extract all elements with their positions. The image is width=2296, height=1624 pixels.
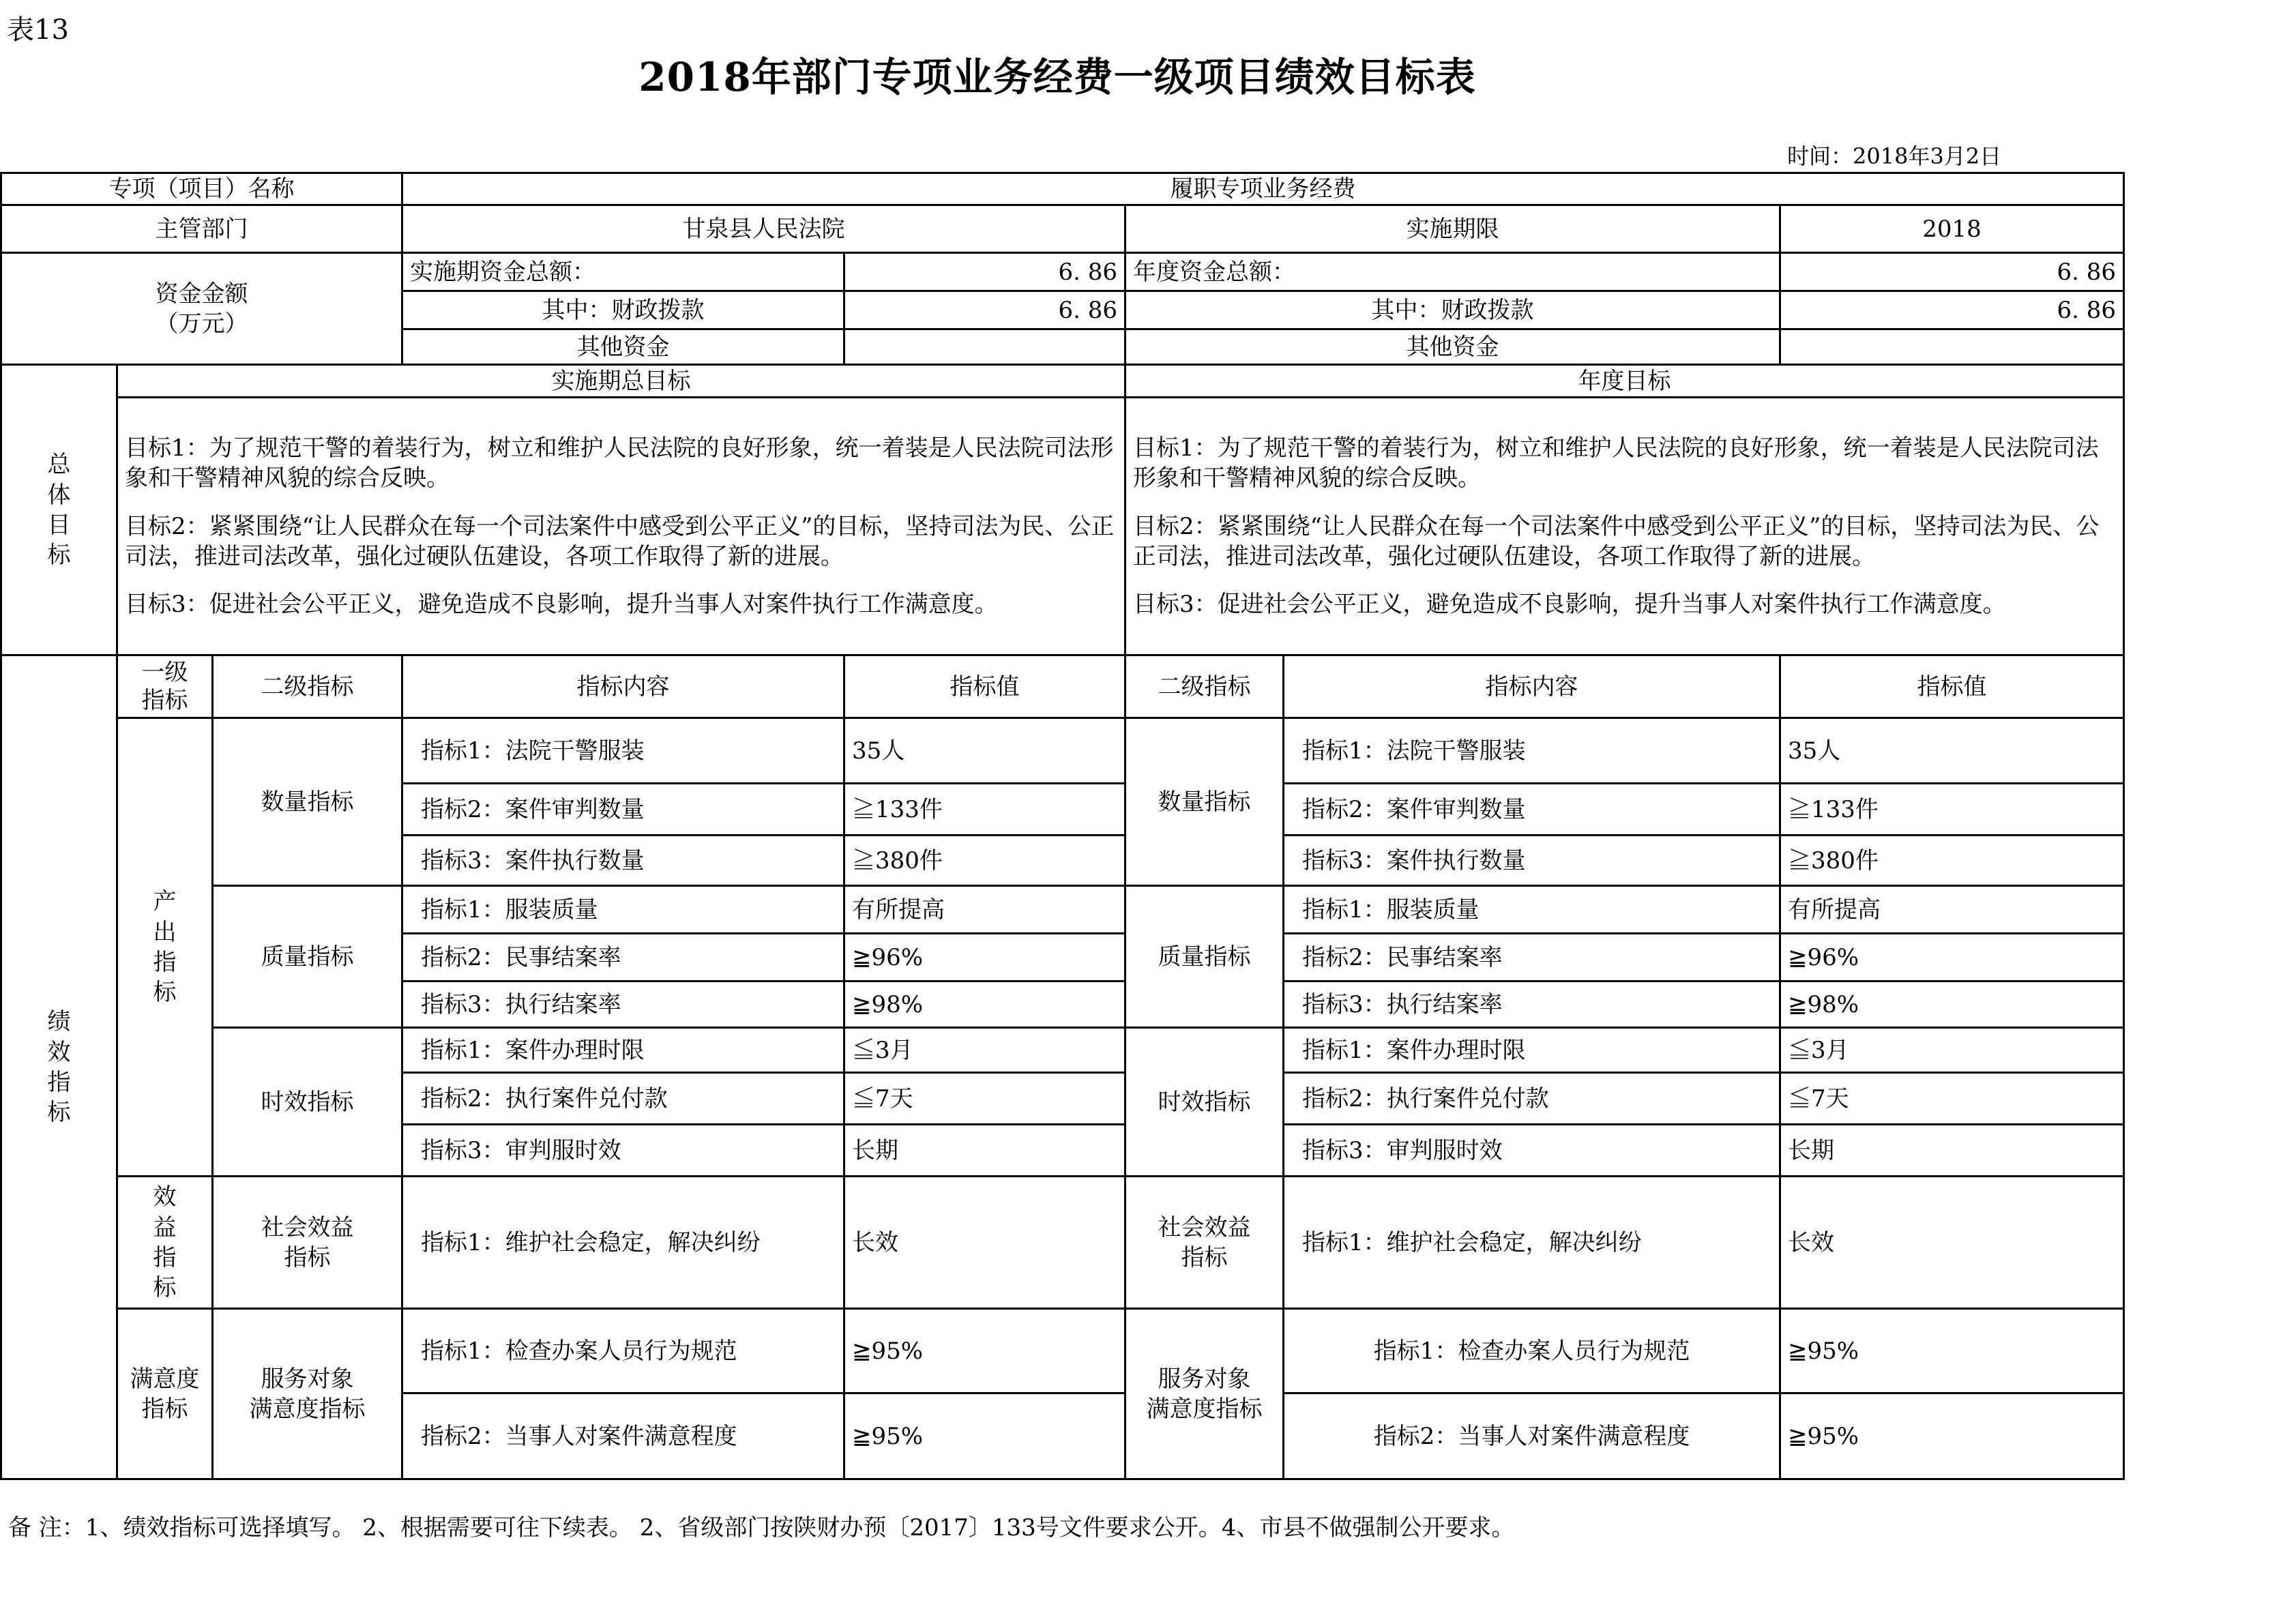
indicator-value: ≧98% <box>844 981 1125 1028</box>
fiscal-funds-value: 6. 86 <box>844 291 1125 329</box>
indicator-value: 35人 <box>844 718 1125 784</box>
annual-indicator-content: 指标1：服装质量 <box>1284 886 1780 934</box>
annual-service-satisfaction-label: 服务对象 满意度指标 <box>1125 1309 1284 1479</box>
dept-value: 甘泉县人民法院 <box>402 205 1125 253</box>
satisfaction-indicators-label: 满意度 指标 <box>117 1309 213 1479</box>
time-label: 时效指标 <box>213 1028 402 1177</box>
annual-indicator-value: 长期 <box>1780 1125 2124 1177</box>
indicator-content: 指标1：检查办案人员行为规范 <box>402 1309 844 1393</box>
quantity-label: 数量指标 <box>213 718 402 886</box>
annual-other-value <box>1780 329 2124 365</box>
annual-indicator-value: ≦7天 <box>1780 1073 2124 1125</box>
level2-header: 二级指标 <box>213 655 402 718</box>
social-benefit-label: 社会效益 指标 <box>213 1177 402 1309</box>
overall-goals-label: 总 体 目 标 <box>1 365 117 655</box>
indicator-value: 长期 <box>844 1125 1125 1177</box>
annual-other-label: 其他资金 <box>1125 329 1780 365</box>
value-header: 指标值 <box>844 655 1125 718</box>
annual-indicator-content: 指标2：民事结案率 <box>1284 934 1780 981</box>
footer-note: 备 注：1、绩效指标可选择填写。 2、根据需要可往下续表。 2、省级部门按陕财办预〔2017〕133号文件要求公开。4、市县不做强制公开要求。 <box>8 1514 1515 1541</box>
report-date: 时间：2018年3月2日 <box>1787 143 2002 169</box>
annual-fiscal-value: 6. 86 <box>1780 291 2124 329</box>
annual-indicator-value: ≦3月 <box>1780 1028 2124 1073</box>
annual-indicator-content: 指标2：当事人对案件满意程度 <box>1284 1393 1780 1479</box>
indicator-content: 指标2：案件审判数量 <box>402 784 844 836</box>
project-name-value: 履职专项业务经费 <box>402 173 2124 205</box>
annual-level2-header: 二级指标 <box>1125 655 1284 718</box>
annual-goals-header: 年度目标 <box>1125 365 2124 398</box>
indicator-value: ≧133件 <box>844 784 1125 836</box>
other-funds-value <box>844 329 1125 365</box>
project-name-label: 专项（项目）名称 <box>1 173 402 205</box>
annual-indicator-value: ≧96% <box>1780 934 2124 981</box>
annual-indicator-content: 指标3：执行结案率 <box>1284 981 1780 1028</box>
annual-indicator-value: 长效 <box>1780 1177 2124 1309</box>
table-row <box>1 718 2124 784</box>
annual-indicator-value: ≧133件 <box>1780 784 2124 836</box>
fiscal-funds-label: 其中：财政拨款 <box>402 291 844 329</box>
period-goal-2: 目标2：紧紧围绕“让人民群众在每一个司法案件中感受到公平正义”的目标，坚持司法为民、公正司法，推进司法改革，强化过硬队伍建设，各项工作取得了新的进展。 <box>125 512 1115 570</box>
indicator-content: 指标2：民事结案率 <box>402 934 844 981</box>
indicator-content: 指标3：审判服时效 <box>402 1125 844 1177</box>
annual-total-value: 6. 86 <box>1780 253 2124 291</box>
indicator-value: ≦3月 <box>844 1028 1125 1073</box>
indicator-value: ≧95% <box>844 1393 1125 1479</box>
annual-content-header: 指标内容 <box>1284 655 1780 718</box>
period-goals-header: 实施期总目标 <box>117 365 1125 398</box>
period-goals-text <box>117 398 1125 655</box>
table-row <box>1 1177 2124 1309</box>
service-satisfaction-label: 服务对象 满意度指标 <box>213 1309 402 1479</box>
indicator-content: 指标1：案件办理时限 <box>402 1028 844 1073</box>
period-goal-1: 目标1：为了规范干警的着装行为，树立和维护人民法院的良好形象，统一着装是人民法院司法形象和干警精神风貌的综合反映。 <box>125 434 1114 492</box>
annual-goal-1: 目标1：为了规范干警的着装行为，树立和维护人民法院的良好形象，统一着装是人民法院司法形象和干警精神风貌的综合反映。 <box>1133 434 2099 492</box>
annual-goals-text <box>1125 398 2124 655</box>
table-row <box>1 886 2124 934</box>
indicator-value: 有所提高 <box>844 886 1125 934</box>
annual-quality-label: 质量指标 <box>1125 886 1284 1028</box>
indicator-value: ≧95% <box>844 1309 1125 1393</box>
other-funds-label: 其他资金 <box>402 329 844 365</box>
indicator-content: 指标1：维护社会稳定，解决纠纷 <box>402 1177 844 1309</box>
indicator-value: ≧380件 <box>844 836 1125 886</box>
annual-goal-3: 目标3：促进社会公平正义，避免造成不良影响，提升当事人对案件执行工作满意度。 <box>1133 590 2006 618</box>
annual-indicator-value: 35人 <box>1780 718 2124 784</box>
total-funds-value: 6. 86 <box>844 253 1125 291</box>
indicator-content: 指标1：法院干警服装 <box>402 718 844 784</box>
annual-indicator-content: 指标1：检查办案人员行为规范 <box>1284 1309 1780 1393</box>
annual-quantity-label: 数量指标 <box>1125 718 1284 886</box>
annual-indicator-content: 指标1：案件办理时限 <box>1284 1028 1780 1073</box>
annual-indicator-content: 指标3：案件执行数量 <box>1284 836 1780 886</box>
indicator-content: 指标3：执行结案率 <box>402 981 844 1028</box>
annual-indicator-content: 指标1：维护社会稳定，解决纠纷 <box>1284 1177 1780 1309</box>
annual-social-benefit-label: 社会效益 指标 <box>1125 1177 1284 1309</box>
annual-indicator-value: ≧95% <box>1780 1393 2124 1479</box>
indicator-value: 长效 <box>844 1177 1125 1309</box>
output-indicators-label: 产 出 指 标 <box>117 718 213 1177</box>
indicator-value: ≧96% <box>844 934 1125 981</box>
page-title: 2018年部门专项业务经费一级项目绩效目标表 <box>638 54 1476 100</box>
content-header: 指标内容 <box>402 655 844 718</box>
annual-indicator-content: 指标3：审判服时效 <box>1284 1125 1780 1177</box>
table-number: 表13 <box>7 14 69 46</box>
benefit-indicators-label: 效 益 指 标 <box>117 1177 213 1309</box>
table-row <box>1 1028 2124 1073</box>
annual-time-label: 时效指标 <box>1125 1028 1284 1177</box>
annual-total-label: 年度资金总额： <box>1125 253 1780 291</box>
dept-label: 主管部门 <box>1 205 402 253</box>
indicator-content: 指标3：案件执行数量 <box>402 836 844 886</box>
annual-indicator-value: ≧95% <box>1780 1309 2124 1393</box>
annual-indicator-value: ≧98% <box>1780 981 2124 1028</box>
funds-label: 资金金额 （万元） <box>1 253 402 365</box>
annual-indicator-value: 有所提高 <box>1780 886 2124 934</box>
table-row <box>1 1309 2124 1393</box>
performance-indicators-label: 绩 效 指 标 <box>1 655 117 1479</box>
quality-label: 质量指标 <box>213 886 402 1028</box>
indicator-content: 指标1：服装质量 <box>402 886 844 934</box>
annual-indicator-content: 指标2：案件审判数量 <box>1284 784 1780 836</box>
annual-indicator-content: 指标1：法院干警服装 <box>1284 718 1780 784</box>
annual-indicator-content: 指标2：执行案件兑付款 <box>1284 1073 1780 1125</box>
indicator-value: ≦7天 <box>844 1073 1125 1125</box>
annual-fiscal-label: 其中：财政拨款 <box>1125 291 1780 329</box>
indicator-content: 指标2：当事人对案件满意程度 <box>402 1393 844 1479</box>
period-label: 实施期限 <box>1125 205 1780 253</box>
period-goal-3: 目标3：促进社会公平正义，避免造成不良影响，提升当事人对案件执行工作满意度。 <box>125 590 998 618</box>
performance-target-table <box>0 172 2125 1480</box>
level1-header: 一级 指标 <box>117 655 213 718</box>
total-funds-label: 实施期资金总额： <box>402 253 844 291</box>
annual-value-header: 指标值 <box>1780 655 2124 718</box>
annual-goal-2: 目标2：紧紧围绕“让人民群众在每一个司法案件中感受到公平正义”的目标，坚持司法为民、公正司法，推进司法改革，强化过硬队伍建设，各项工作取得了新的进展。 <box>1133 512 2100 570</box>
annual-indicator-value: ≧380件 <box>1780 836 2124 886</box>
period-value: 2018 <box>1780 205 2124 253</box>
indicator-content: 指标2：执行案件兑付款 <box>402 1073 844 1125</box>
